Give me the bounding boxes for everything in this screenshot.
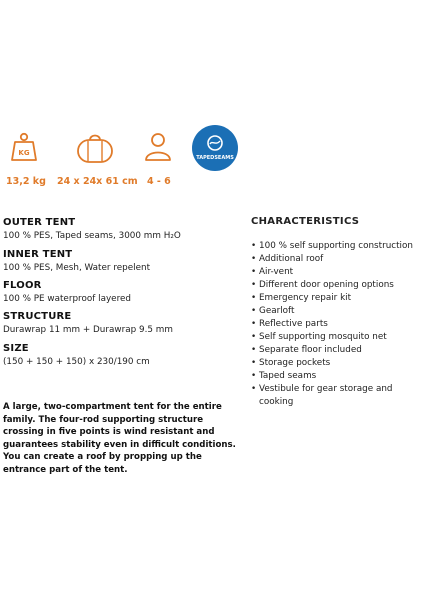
outer-tent-text: 100 % PES, Taped seams, 3000 mm H₂O bbox=[3, 231, 181, 241]
floor-text: 100 % PE waterproof layered bbox=[3, 294, 132, 304]
list-item: • 100 % self supporting construction bbox=[251, 240, 421, 253]
weight-value: 13,2 kg bbox=[6, 176, 46, 187]
dimensions-value: 24 x 24x 61 cm bbox=[57, 176, 138, 187]
list-item: • Self supporting mosquito net bbox=[251, 331, 421, 344]
list-item: • Separate floor included bbox=[251, 344, 421, 357]
structure-section bbox=[3, 311, 233, 335]
description: A large, two-compartment tent for the entire family. The four-rod supporting structure crossing in five points is wind resistant and guarantees stability even in difficult conditions. You can create a roof by propping up the entrance part of the tent. bbox=[3, 402, 236, 475]
inner-tent-text: 100 % PES, Mesh, Water repelent bbox=[3, 263, 151, 273]
badge-label: TAPEDSEAMS bbox=[196, 155, 234, 161]
list-item: • Vestibule for gear storage and cooking bbox=[251, 383, 421, 409]
outer-tent-title: OUTER TENT bbox=[3, 217, 76, 228]
floor-title: FLOOR bbox=[3, 280, 42, 291]
taped-seams-badge-icon bbox=[191, 124, 239, 176]
list-item: • Emergency repair kit bbox=[251, 292, 421, 305]
list-item: • Different door opening options bbox=[251, 279, 421, 292]
size-text: (150 + 150 + 150) x 230/190 cm bbox=[3, 357, 150, 367]
capacity-value: 4 - 6 bbox=[147, 176, 171, 187]
list-item: • Air-vent bbox=[251, 266, 421, 279]
outer-tent-section bbox=[3, 217, 233, 241]
characteristics-title: CHARACTERISTICS bbox=[251, 216, 360, 227]
inner-tent-section bbox=[3, 249, 233, 273]
list-item: • Reflective parts bbox=[251, 318, 421, 331]
list-item: • Additional roof bbox=[251, 253, 421, 266]
size-section bbox=[3, 343, 233, 367]
weight-icon bbox=[10, 132, 38, 166]
structure-title: STRUCTURE bbox=[3, 311, 72, 322]
list-item: • Gearloft bbox=[251, 305, 421, 318]
floor-section bbox=[3, 280, 233, 304]
list-item: • Taped seams bbox=[251, 370, 421, 383]
structure-text: Durawrap 11 mm + Durawrap 9.5 mm bbox=[3, 325, 173, 335]
list-item: • Storage pockets bbox=[251, 357, 421, 370]
size-title: SIZE bbox=[3, 343, 29, 354]
weight-icon-label: KG bbox=[18, 149, 30, 157]
characteristics-section bbox=[251, 216, 421, 409]
person-icon bbox=[144, 132, 172, 166]
inner-tent-title: INNER TENT bbox=[3, 249, 73, 260]
characteristics-list bbox=[251, 240, 421, 409]
bag-icon bbox=[76, 132, 114, 168]
